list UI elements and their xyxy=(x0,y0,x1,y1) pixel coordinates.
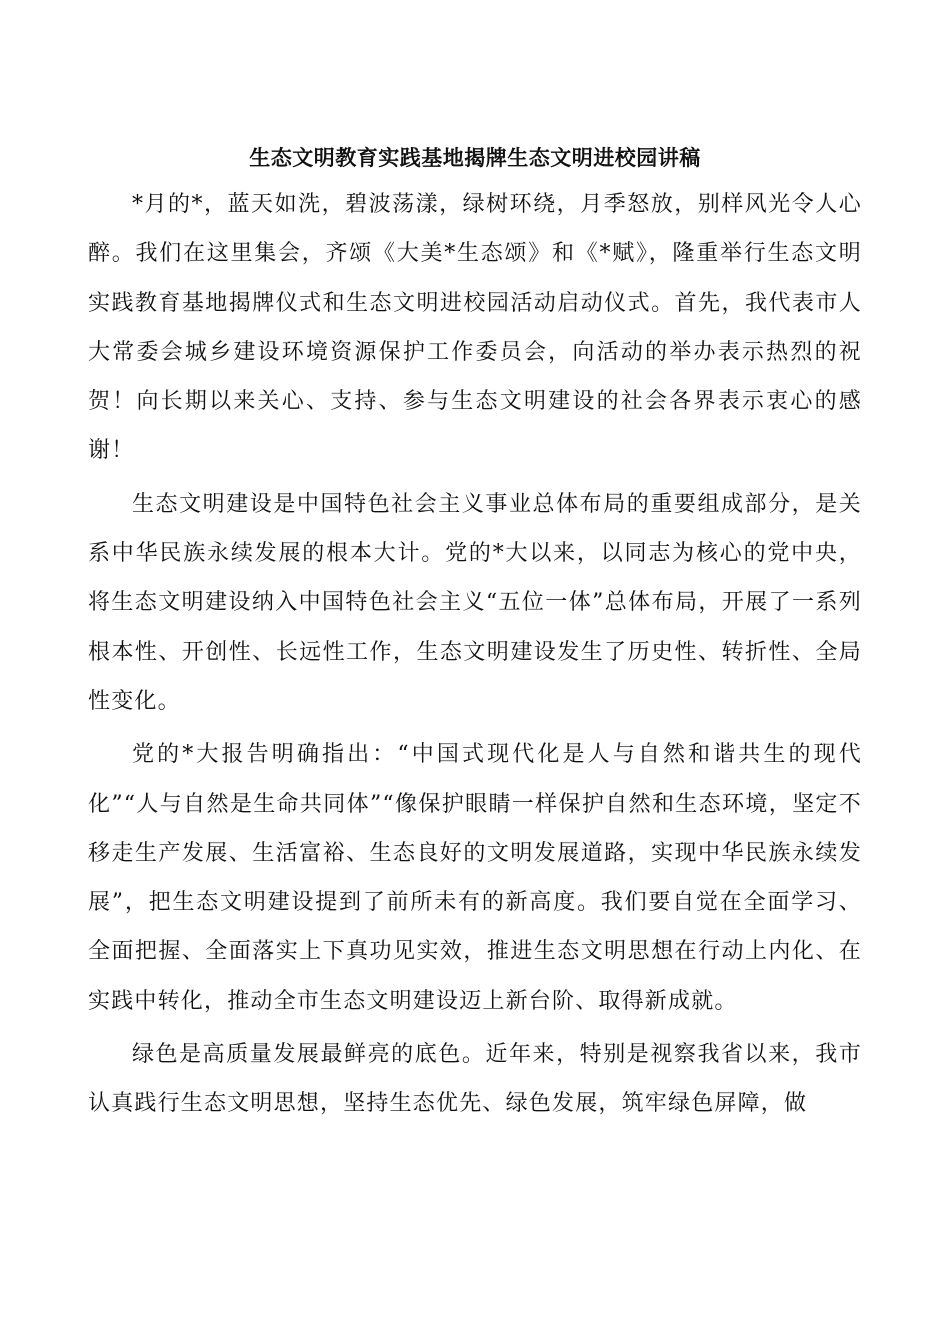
paragraph-3: 党的*大报告明确指出：“中国式现代化是人与自然和谐共生的现代化”“人与自然是生命共同体”“像保护眼睛一样保护自然和生态环境，坚定不移走生产发展、生活富裕、生态良好的文明发展道路，实现中华民族永续发展”，把生态文明建设提到了前所未有的新高度。我们要自觉在全面学习、全面把握、全面落实上下真功见实效，推进生态文明思想在行动上内化、在实践中转化，推动全市生态文明建设迈上新台阶、取得新成就。 xyxy=(88,742,862,1014)
paragraph-4: 绿色是高质量发展最鲜亮的底色。近年来，特别是视察我省以来，我市认真践行生态文明思想，坚持生态优先、绿色发展，筑牢绿色屏障，做 xyxy=(88,1042,862,1117)
paragraph-2: 生态文明建设是中国特色社会主义事业总体布局的重要组成部分，是关系中华民族永续发展的根本大计。党的*大以来，以同志为核心的党中央，将生态文明建设纳入中国特色社会主义“五位一体”总体布局，开展了一系列根本性、开创性、长远性工作，生态文明建设发生了历史性、转折性、全局性变化。 xyxy=(88,491,862,714)
paragraph-1: *月的*，蓝天如洗，碧波荡漾，绿树环绕，月季怒放，别样风光令人心醉。我们在这里集会，齐颂《大美*生态颂》和《*赋》，隆重举行生态文明实践教育基地揭牌仪式和生态文明进校园活动启动仪式。首先，我代表市人大常委会城乡建设环境资源保护工作委员会，向活动的举办表示热烈的祝贺！向长期以来关心、支持、参与生态文明建设的社会各界表示衷心的感谢！ xyxy=(88,192,862,464)
document-page xyxy=(88,140,862,1133)
document-title: 生态文明教育实践基地揭牌生态文明进校园讲稿 xyxy=(249,145,701,170)
